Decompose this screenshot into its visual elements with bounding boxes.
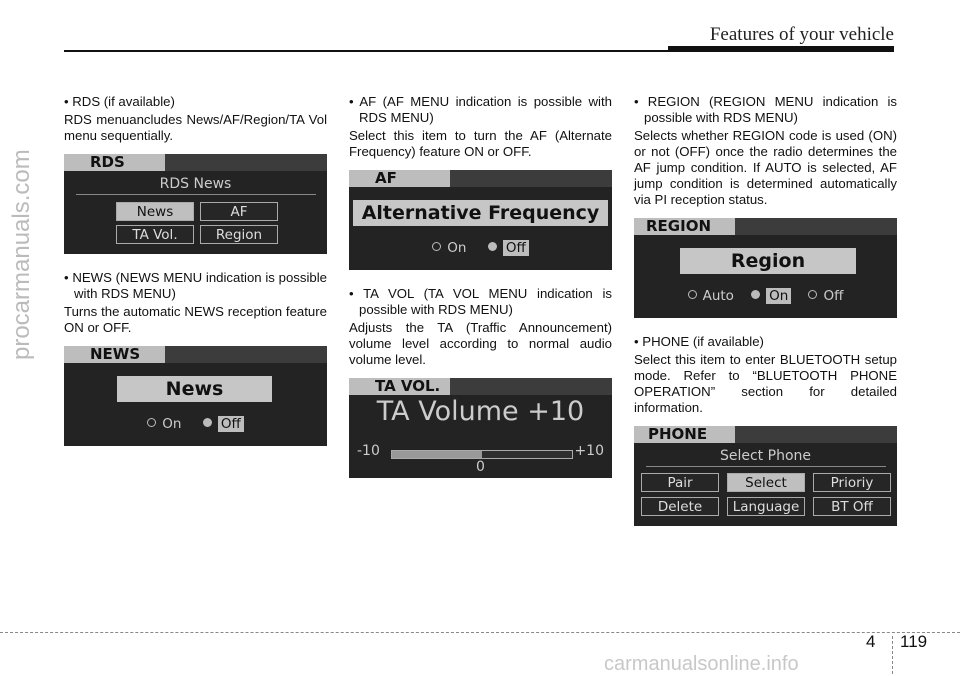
region-pill: Region [680,248,856,274]
news-tab: NEWS [64,346,165,363]
rds-text: RDS menuancludes News/AF/Region/TA Vol menu sequentially. [64,112,327,143]
slider-fill [392,451,482,458]
news-pill: News [117,376,272,402]
option-off[interactable]: Off [823,288,844,304]
news-screen [64,346,327,446]
ta-mid: 0 [476,459,485,475]
af-pill: Alternative Frequency [353,200,608,226]
ta-text: Adjusts the TA (Traffic Announcement) volume level according to normal audio volume level. [349,320,612,367]
ta-tab: TA VOL. [349,378,450,395]
region-options [634,288,897,304]
header-rule-accent [668,46,894,52]
ta-vol-button[interactable]: TA Vol. [116,225,194,244]
news-heading: • NEWS (NEWS MENU indication is possible with RDS MENU) [64,270,327,301]
region-heading: • REGION (REGION MENU indication is possible with RDS MENU) [634,94,897,125]
region-text: Selects whether REGION code is used (ON) or not (OFF) once the radio determines the AF jump condition. If AUTO is selected, AF jump condition is determined automatically via PI reception status. [634,128,897,207]
footer-rule [0,632,960,633]
tab-shadow [165,346,327,363]
tab-shadow [735,426,897,443]
ta-volume-title: TA Volume +10 [376,396,585,427]
af-tab: AF [349,170,450,187]
footer-divider [892,636,893,674]
priority-button[interactable]: Prioriy [813,473,891,492]
divider [76,194,316,195]
radio-off-icon[interactable] [147,418,156,427]
phone-heading: • PHONE (if available) [634,334,764,349]
tab-shadow [450,170,612,187]
news-text: Turns the automatic NEWS reception feature ON or OFF. [64,304,327,335]
chapter-number: 4 [866,632,876,651]
af-options [349,240,612,256]
news-button[interactable]: News [116,202,194,221]
radio-off-icon[interactable] [432,242,441,251]
radio-off-icon[interactable] [688,290,697,299]
radio-on-icon[interactable] [203,418,212,427]
column-3 [634,94,897,542]
column-1 [64,94,327,462]
section-title: Features of your vehicle [709,24,894,45]
bottom-watermark: carmanualsonline.info [604,653,799,675]
ta-volume-slider[interactable] [391,450,573,459]
news-options [64,416,327,432]
radio-on-icon[interactable] [751,290,760,299]
divider [646,466,886,467]
phone-screen [634,426,897,526]
option-off[interactable]: Off [218,416,244,432]
radio-on-icon[interactable] [488,242,497,251]
ta-min: -10 [357,443,380,459]
ta-max: +10 [574,443,604,459]
af-screen [349,170,612,270]
rds-tab: RDS [64,154,165,171]
column-2 [349,94,612,494]
pair-button[interactable]: Pair [641,473,719,492]
tab-shadow [165,154,327,171]
rds-screen [64,154,327,254]
side-watermark: procarmanuals.com [8,149,35,360]
option-auto[interactable]: Auto [702,288,734,304]
radio-off-icon[interactable] [808,290,817,299]
af-button[interactable]: AF [200,202,278,221]
bt-off-button[interactable]: BT Off [813,497,891,516]
af-heading: • AF (AF MENU indication is possible with RDS MENU) [349,94,612,125]
option-on[interactable]: On [162,416,182,432]
delete-button[interactable]: Delete [641,497,719,516]
select-button[interactable]: Select [727,473,805,492]
phone-tab: PHONE [634,426,735,443]
af-text: Select this item to turn the AF (Alternate Frequency) feature ON or OFF. [349,128,612,159]
tab-shadow [450,378,612,395]
ta-heading: • TA VOL (TA VOL MENU indication is possible with RDS MENU) [349,286,612,317]
region-tab: REGION [634,218,735,235]
region-button[interactable]: Region [200,225,278,244]
page-number: 119 [900,632,928,651]
option-off[interactable]: Off [503,240,529,256]
rds-heading: • RDS (if available) [64,94,175,109]
rds-subtitle: RDS News [159,176,232,192]
phone-subtitle: Select Phone [719,448,811,464]
phone-text: Select this item to enter BLUETOOTH setup mode. Refer to “BLUETOOTH PHONE OPERATION” section for detailed information. [634,352,897,415]
language-button[interactable]: Language [727,497,805,516]
option-on[interactable]: On [766,288,791,304]
region-screen [634,218,897,318]
option-on[interactable]: On [447,240,467,256]
ta-screen [349,378,612,478]
tab-shadow [735,218,897,235]
